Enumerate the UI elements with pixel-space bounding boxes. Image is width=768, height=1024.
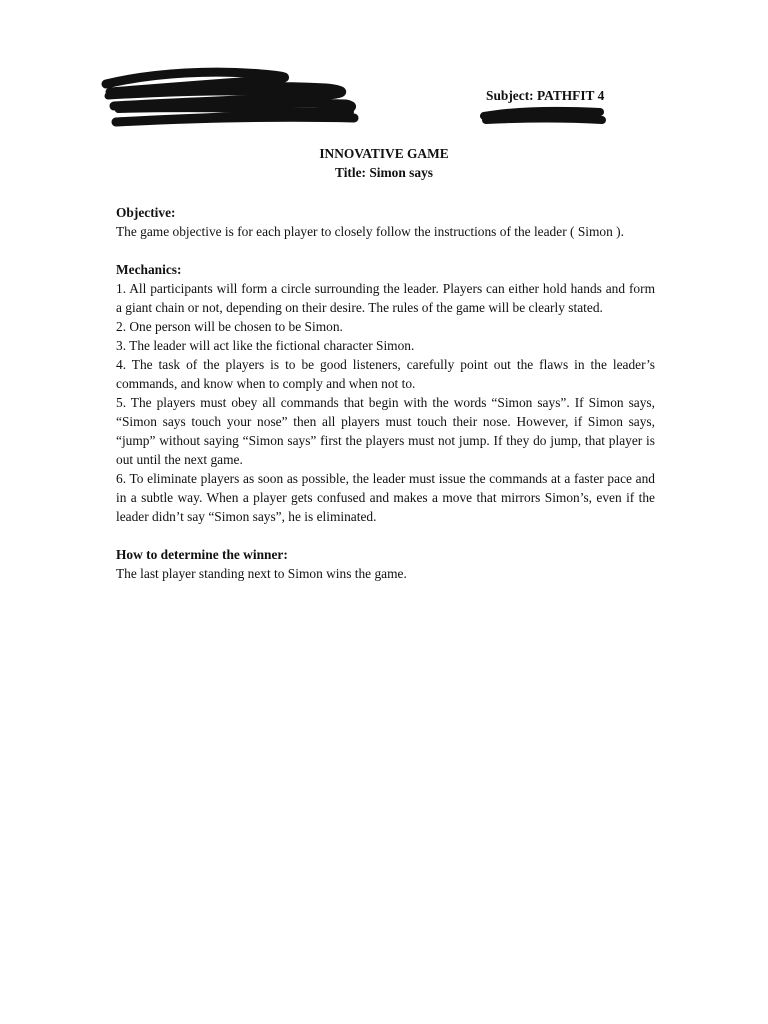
- objective-section: [116, 203, 655, 241]
- mechanics-section: [116, 260, 655, 526]
- winner-label: How to determine the winner:: [116, 547, 288, 562]
- mechanics-item: 6. To eliminate players as soon as possible, the leader must issue the commands at a faster pace and in a subtle way. When a player gets confused and makes a move that mirrors Simon’s, even if the leader didn’t say “Simon says”, he is eliminated.: [116, 471, 655, 524]
- mechanics-label: Mechanics:: [116, 262, 182, 277]
- game-title: Title: Simon says: [335, 165, 433, 180]
- redaction-mark-date: [478, 104, 608, 128]
- winner-section: [116, 545, 655, 583]
- mechanics-item: 5. The players must obey all commands that begin with the words “Simon says”. If Simon says, “Simon says touch your nose” then all players must touch their nose. However, if Simon says, “jump” without saying “Simon says” first the players must not jump. If they do jump, that player is out until the next game.: [116, 395, 655, 467]
- mechanics-item: 4. The task of the players is to be good listeners, carefully point out the flaws in the leader’s commands, and know when to comply and when not to.: [116, 357, 655, 391]
- document-heading: INNOVATIVE GAME: [319, 146, 449, 161]
- objective-label: Objective:: [116, 205, 176, 220]
- objective-text: The game objective is for each player to closely follow the instructions of the leader ( Simon ).: [116, 224, 624, 239]
- mechanics-item: 1. All participants will form a circle surrounding the leader. Players can either hold hands and form a giant chain or not, depending on their desire. The rules of the game will be clearly stated.: [116, 281, 655, 315]
- redaction-mark-name: [96, 66, 366, 130]
- mechanics-item: 2. One person will be chosen to be Simon.: [116, 319, 343, 334]
- subject-label: Subject: PATHFIT 4: [486, 88, 605, 103]
- mechanics-item: 3. The leader will act like the fictional character Simon.: [116, 338, 415, 353]
- winner-text: The last player standing next to Simon wins the game.: [116, 566, 407, 581]
